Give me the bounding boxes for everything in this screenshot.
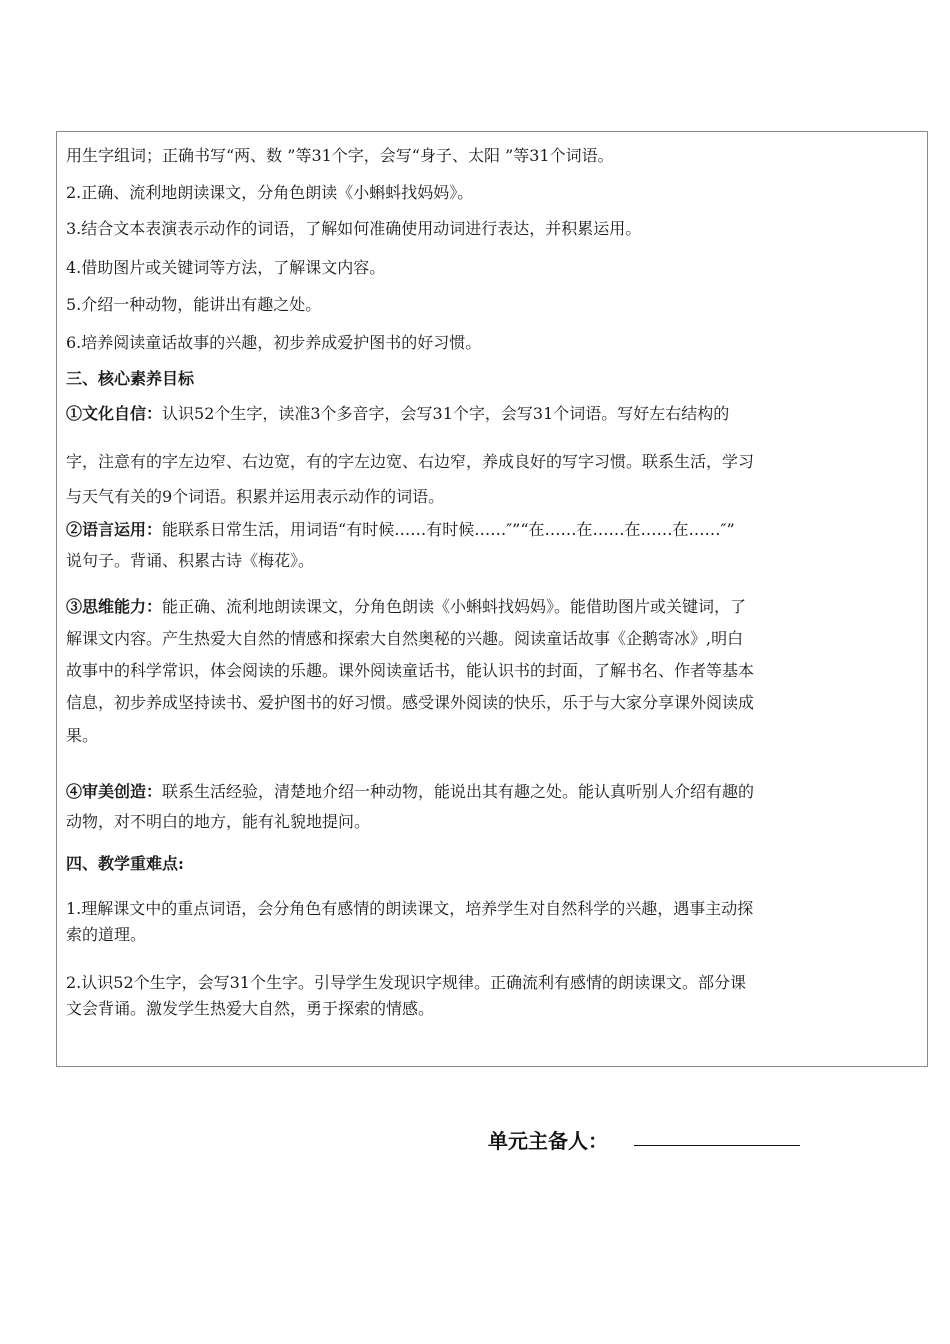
objective-item-3: 3.结合文本表演表示动作的词语，了解如何准确使用动词进行表达，并积累运用。 <box>66 219 642 238</box>
objective-item-4: 4.借助图片或关键词等方法，了解课文内容。 <box>66 258 386 277</box>
language-use-label: ②语言运用： <box>66 520 163 539</box>
signature-line <box>634 1145 800 1146</box>
culture-confidence-text: 认识52个生字，读准3个多音字，会写31个字，会写31个词语。写好左右结构的 <box>162 404 730 423</box>
thinking-ability-line-2: 解课文内容。产生热爱大自然的情感和探索大自然奥秘的兴趣。阅读童话故事《企鹅寄冰》,明白 <box>66 629 744 648</box>
difficulty-item-2-line-2: 文会背诵。激发学生热爱大自然，勇于探索的情感。 <box>66 999 435 1018</box>
objective-item-6: 6.培养阅读童话故事的兴趣，初步养成爱护图书的好习惯。 <box>66 333 482 352</box>
difficulty-item-2-line-1: 2.认识52个生字，会写31个生字。引导学生发现识字规律。正确流利有感情的朗读课文。部分课 <box>66 973 746 992</box>
culture-confidence-line-3: 与天气有关的9个词语。积累并运用表示动作的词语。 <box>66 487 445 506</box>
language-use-line-2: 说句子。背诵、积累古诗《梅花》。 <box>66 551 315 570</box>
aesthetic-creation-label: ④审美创造： <box>66 782 163 801</box>
culture-confidence-line-2: 字，注意有的字左边窄、右边宽，有的字左边宽、右边窄，养成良好的写字习惯。联系生活，学习 <box>66 452 755 471</box>
objective-item-5: 5.介绍一种动物，能讲出有趣之处。 <box>66 295 322 314</box>
key-difficulties-heading: 四、教学重难点: <box>66 854 184 873</box>
difficulty-item-1-line-1: 1.理解课文中的重点词语，会分角色有感情的朗读课文，培养学生对自然科学的兴趣，遇事主动探 <box>66 899 754 918</box>
objective-item-2: 2.正确、流利地朗读课文，分角色朗读《小蝌蚪找妈妈》。 <box>66 183 474 202</box>
aesthetic-creation-line-2: 动物，对不明白的地方，能有礼貌地提问。 <box>66 812 371 831</box>
thinking-ability-line-4: 信息，初步养成坚持读书、爱护图书的好习惯。感受课外阅读的快乐，乐于与大家分享课外阅读成 <box>66 693 755 712</box>
thinking-ability-line-1 <box>66 597 746 617</box>
aesthetic-creation-line-1 <box>66 782 754 802</box>
aesthetic-creation-text: 联系生活经验，清楚地介绍一种动物，能说出其有趣之处。能认真听别人介绍有趣的 <box>162 782 755 801</box>
thinking-ability-line-5: 果。 <box>66 726 99 745</box>
difficulty-item-1-line-2: 索的道理。 <box>66 925 147 944</box>
language-use-line-1 <box>66 520 735 540</box>
core-literacy-heading: 三、核心素养目标 <box>66 369 195 388</box>
culture-confidence-line-1 <box>66 404 729 424</box>
language-use-text: 能联系日常生活，用词语“有时候……有时候……″”“在……在……在……在……″” <box>162 520 735 539</box>
unit-preparer-label: 单元主备人： <box>488 1129 608 1153</box>
thinking-ability-line-3: 故事中的科学常识，体会阅读的乐趣。课外阅读童话书，能认识书的封面，了解书名、作者等基本 <box>66 661 755 680</box>
thinking-ability-text: 能正确、流利地朗读课文，分角色朗读《小蝌蚪找妈妈》。能借助图片或关键词，了 <box>162 597 747 616</box>
objective-line-1-continued: 用生字组词；正确书写“两、数 ”等31个字，会写“身子、太阳 ”等31个词语。 <box>66 146 614 165</box>
thinking-ability-label: ③思维能力： <box>66 597 163 616</box>
culture-confidence-label: ①文化自信： <box>66 404 163 423</box>
